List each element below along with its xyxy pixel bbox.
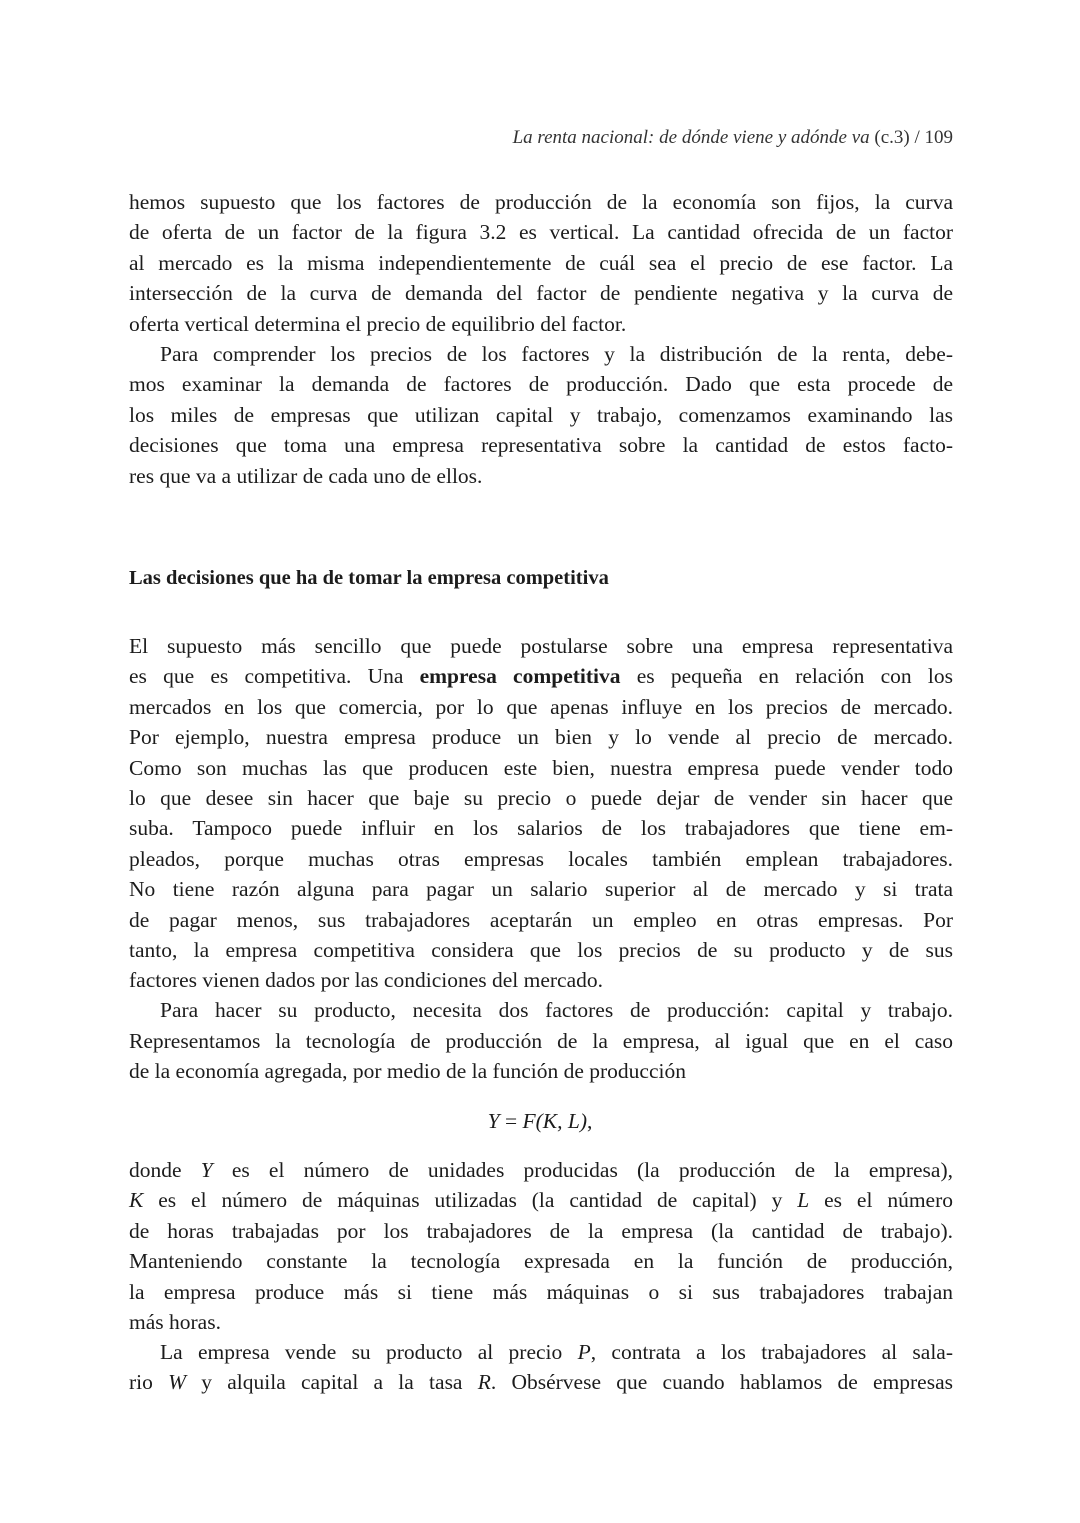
text-line <box>129 248 953 278</box>
text-line <box>129 309 953 339</box>
running-header <box>513 124 953 152</box>
running-title: La renta nacional: de dónde viene y adónde va <box>512 127 870 148</box>
text-line <box>129 1367 953 1397</box>
text-line <box>129 1026 953 1056</box>
text-run: El supuesto más sencillo que puede postularse sobre una empresa representativa <box>129 634 953 658</box>
text-line <box>129 965 953 995</box>
text-run: es el número de unidades producidas (la producción de la empresa), <box>212 1158 953 1182</box>
text-run: suba. Tampoco puede influir en los salarios de los trabajadores que tiene em- <box>129 816 953 841</box>
text-line <box>129 631 953 661</box>
text-line <box>129 661 953 691</box>
text-run: , contrata a los trabajadores al sala- <box>590 1340 953 1364</box>
text-run: la empresa produce más si tiene más máquinas o si sus trabajadores trabajan <box>129 1279 953 1304</box>
text-line <box>129 1246 953 1276</box>
text-line <box>129 461 953 491</box>
text-run: de horas trabajadas por los trabajadores de la empresa (la cantidad de trabajo). <box>129 1218 953 1243</box>
text-line <box>129 995 953 1025</box>
paragraph <box>129 1155 953 1337</box>
text-run: tanto, la empresa competitiva considera que los precios de su producto y de sus <box>129 937 953 962</box>
text-run: pleados, porque muchas otras empresas locales también emplean trabajadores. <box>129 846 953 871</box>
production-function-equation <box>0 1106 1080 1136</box>
text-run: de pagar menos, sus trabajadores aceptarán un empleo en otras empresas. Por <box>129 907 953 932</box>
equation-tail: , <box>586 1109 593 1133</box>
text-line <box>129 217 953 247</box>
text-run: Manteniendo constante la tecnología expresada en la función de producción, <box>129 1249 953 1274</box>
text-run: intersección de la curva de demanda del factor de pendiente negativa y la curva de <box>129 281 953 306</box>
text-run: al mercado es la misma independientemente de cuál sea el precio de ese factor. La <box>129 250 953 275</box>
text-run: los miles de empresas que utilizan capital y trabajo, comenzamos examinando las <box>129 402 953 427</box>
text-run: mercados en los que comercia, por lo que apenas influye en los precios de mercado. <box>129 694 953 719</box>
paragraph <box>129 187 953 339</box>
text-run: y alquila capital a la tasa <box>186 1370 478 1395</box>
bold-term: empresa competitiva <box>419 664 621 689</box>
text-line <box>129 783 953 813</box>
text-line <box>129 278 953 308</box>
text-line <box>129 1155 953 1185</box>
italic-variable: L <box>797 1188 810 1213</box>
text-run: Para comprender los precios de los factores y la distribución de la renta, debe- <box>160 342 953 366</box>
text-run: Para hacer su producto, necesita dos factores de producción: capital y trabajo. <box>160 998 953 1023</box>
text-run: es el número de máquinas utilizadas (la cantidad de capital) y <box>143 1188 798 1213</box>
text-line <box>129 1216 953 1246</box>
text-line <box>129 1056 953 1086</box>
italic-variable: K <box>129 1188 144 1213</box>
text-run: rio <box>129 1370 169 1395</box>
text-line <box>129 369 953 399</box>
italic-variable: P <box>577 1340 591 1364</box>
text-line <box>129 905 953 935</box>
text-line <box>129 1185 953 1215</box>
text-run: es el número <box>809 1188 953 1213</box>
text-run: hemos supuesto que los factores de producción de la economía son fijos, la curva <box>129 190 953 214</box>
text-run: No tiene razón alguna para pagar un salario superior al de mercado y si trata <box>129 877 953 902</box>
text-run: donde <box>129 1158 201 1182</box>
text-run: mos examinar la demanda de factores de producción. Dado que esta procede de <box>129 372 953 397</box>
text-run: decisiones que toma una empresa representativa sobre la cantidad de estos facto- <box>129 433 953 458</box>
italic-variable: W <box>168 1370 187 1395</box>
paragraph <box>129 1337 953 1398</box>
text-run: Como son muchas las que producen este bien, nuestra empresa puede vender todo <box>129 755 953 780</box>
text-run: . Obsérvese que cuando hablamos de empresas <box>490 1370 953 1395</box>
text-line <box>129 430 953 460</box>
text-line <box>129 1337 953 1367</box>
text-line <box>129 339 953 369</box>
equation-rhs: F(K, L) <box>522 1109 587 1133</box>
italic-variable: Y <box>200 1158 213 1182</box>
text-line <box>129 874 953 904</box>
italic-variable: R <box>477 1370 491 1395</box>
text-line <box>129 400 953 430</box>
text-run: más horas. <box>129 1309 221 1334</box>
text-line <box>129 722 953 752</box>
text-run: oferta vertical determina el precio de equilibrio del factor. <box>129 311 627 336</box>
paragraph <box>129 965 953 1087</box>
page-number: 109 <box>924 127 953 148</box>
text-run: lo que desee sin hacer que baje su precio o puede dejar de vender sin hacer que <box>129 785 953 810</box>
text-line <box>129 753 953 783</box>
text-line <box>129 692 953 722</box>
section-heading: Las decisiones que ha de tomar la empresa competitiva <box>129 567 609 589</box>
text-line <box>129 813 953 843</box>
equation-equals: = <box>499 1109 523 1133</box>
text-run: La empresa vende su producto al precio <box>160 1340 578 1364</box>
text-line <box>129 844 953 874</box>
paragraph <box>129 631 953 965</box>
text-run: factores vienen dados por las condiciones del mercado. <box>129 968 604 992</box>
chapter-ref: (c.3) / <box>869 127 925 148</box>
equation-lhs: Y <box>487 1109 500 1133</box>
paragraph <box>129 339 953 491</box>
text-run: es que es competitiva. Una <box>129 664 420 689</box>
text-run: de la economía agregada, por medio de la función de producción <box>129 1059 686 1084</box>
text-run: res que va a utilizar de cada uno de ellos. <box>129 463 483 488</box>
text-run: es pequeña en relación con los <box>620 664 953 689</box>
text-run: de oferta de un factor de la figura 3.2 es vertical. La cantidad ofrecida de un factor <box>129 220 953 245</box>
text-line <box>129 1277 953 1307</box>
text-run: Por ejemplo, nuestra empresa produce un bien y lo vende al precio de mercado. <box>129 725 953 750</box>
text-line <box>129 935 953 965</box>
text-run: Representamos la tecnología de producción de la empresa, al igual que en el caso <box>129 1028 953 1053</box>
text-line <box>129 1307 953 1337</box>
text-line <box>129 187 953 217</box>
